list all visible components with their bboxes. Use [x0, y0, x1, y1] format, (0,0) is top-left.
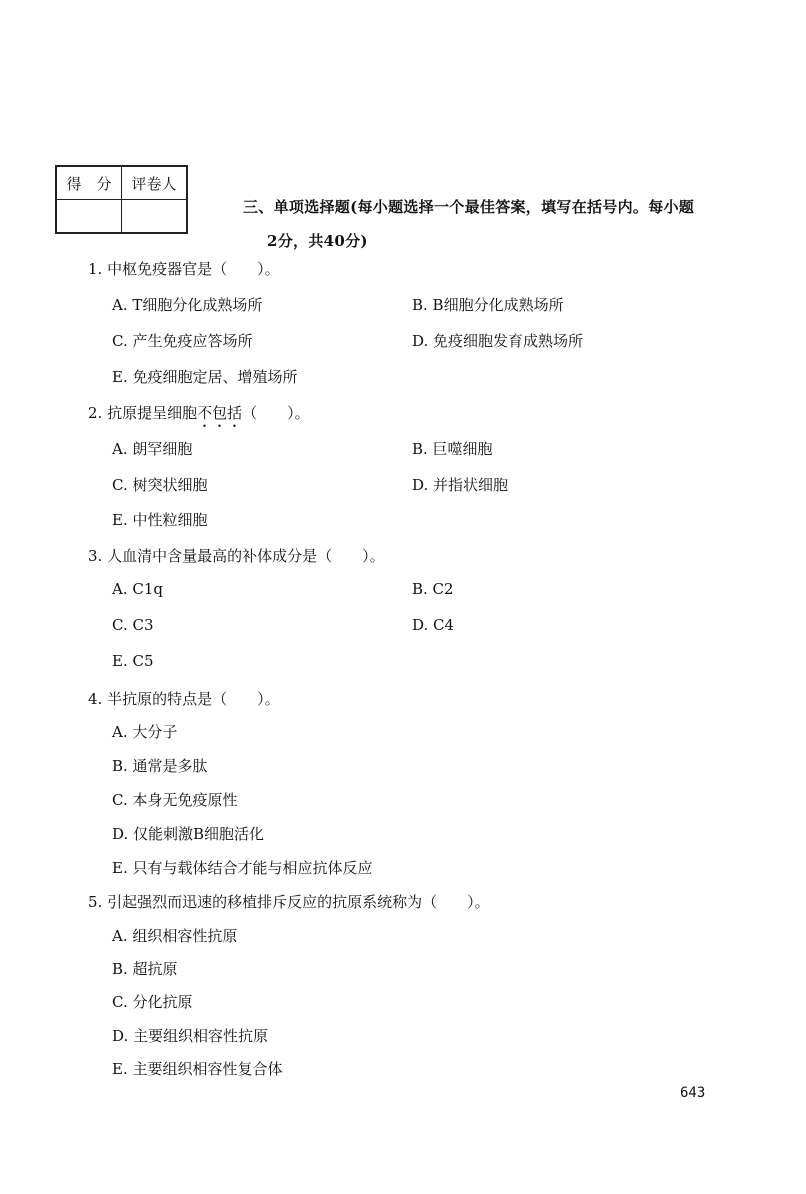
- question-3-option-d[interactable]: D. C4: [412, 616, 455, 634]
- question-5-option-c[interactable]: C. 分化抗原: [112, 993, 193, 1011]
- section-title-line2: 2分，共40分): [267, 232, 368, 250]
- question-2-option-c[interactable]: C. 树突状细胞: [112, 476, 208, 494]
- question-2-option-b[interactable]: B. 巨噬细胞: [412, 440, 493, 458]
- question-4-option-a[interactable]: A. 大分子: [112, 723, 178, 741]
- question-5-option-d[interactable]: D. 主要组织相容性抗原: [112, 1027, 269, 1045]
- question-4-option-e[interactable]: E. 只有与载体结合才能与相应抗体反应: [112, 859, 373, 877]
- grader-label: 评卷人: [122, 166, 188, 200]
- question-1-option-e[interactable]: E. 免疫细胞定居、增殖场所: [112, 368, 298, 386]
- page-number: 643: [680, 1085, 706, 1101]
- question-2-option-d[interactable]: D. 并指状细胞: [412, 476, 509, 494]
- question-4-stem: 4. 半抗原的特点是（ ）。: [88, 690, 280, 708]
- question-3-option-a[interactable]: A. C1q: [112, 580, 163, 598]
- question-2-stem: [88, 402, 310, 431]
- question-2-option-a[interactable]: A. 朗罕细胞: [112, 440, 193, 458]
- score-cell[interactable]: [56, 200, 122, 234]
- question-4-option-d[interactable]: D. 仅能刺激B细胞活化: [112, 825, 265, 843]
- question-1-option-a[interactable]: A. T细胞分化成熟场所: [112, 296, 263, 314]
- question-2-stem-after: （ ）。: [242, 404, 310, 422]
- question-4-option-b[interactable]: B. 通常是多肽: [112, 757, 208, 775]
- question-1-option-c[interactable]: C. 产生免疫应答场所: [112, 332, 253, 350]
- question-1-option-b[interactable]: B. B细胞分化成熟场所: [412, 296, 564, 314]
- question-5-stem: 5. 引起强烈而迅速的移植排斥反应的抗原系统称为（ ）。: [88, 893, 490, 911]
- question-2-stem-before: 2. 抗原提呈细胞: [88, 404, 198, 422]
- question-5-option-e[interactable]: E. 主要组织相容性复合体: [112, 1060, 283, 1078]
- section-title: [243, 190, 743, 258]
- question-2-option-e[interactable]: E. 中性粒细胞: [112, 511, 208, 529]
- question-1-stem: 1. 中枢免疫器官是（ ）。: [88, 260, 280, 278]
- grader-cell[interactable]: [122, 200, 188, 234]
- question-5-option-a[interactable]: A. 组织相容性抗原: [112, 927, 238, 945]
- section-title-line1: 三、单项选择题(每小题选择一个最佳答案，填写在括号内。每小题: [243, 198, 695, 216]
- question-4-option-c[interactable]: C. 本身无免疫原性: [112, 791, 238, 809]
- question-3-option-b[interactable]: B. C2: [412, 580, 454, 598]
- score-label: 得 分: [56, 166, 122, 200]
- question-3-option-c[interactable]: C. C3: [112, 616, 154, 634]
- question-3-stem: 3. 人血清中含量最高的补体成分是（ ）。: [88, 547, 385, 565]
- score-table: [55, 165, 188, 234]
- question-1-option-d[interactable]: D. 免疫细胞发育成熟场所: [412, 332, 584, 350]
- question-5-option-b[interactable]: B. 超抗原: [112, 960, 178, 978]
- question-3-option-e[interactable]: E. C5: [112, 652, 154, 670]
- question-2-stem-emphasis: 不包括: [197, 404, 243, 422]
